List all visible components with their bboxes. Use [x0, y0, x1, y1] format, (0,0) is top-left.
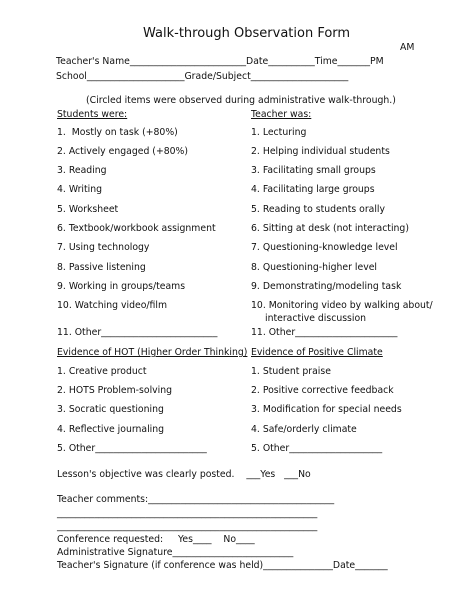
teacher-item: 5. Reading to students orally: [251, 204, 386, 215]
teacher-item: 11. Other______________________: [251, 327, 398, 338]
students-item: 5. Worksheet: [57, 204, 119, 215]
teacher-comments-line: Teacher comments:________________________________________: [57, 494, 335, 505]
form-title: Walk-through Observation Form: [143, 26, 351, 41]
hot-heading: Evidence of HOT (Higher Order Thinking): [57, 347, 248, 358]
hot-item: 2. HOTS Problem-solving: [57, 385, 173, 396]
students-item: 11. Other_________________________: [57, 327, 218, 338]
teacher-item: 6. Sitting at desk (not interacting): [251, 223, 409, 234]
school-grade-subject-line: School_____________________Grade/Subject_____________________: [56, 71, 349, 82]
teacher-item: 8. Questioning-higher level: [251, 262, 378, 273]
students-item: 2. Actively engaged (+80%): [57, 146, 189, 157]
students-item: 9. Working in groups/teams: [57, 281, 186, 292]
comment-blank-line: ________________________________________________________: [57, 521, 318, 532]
teacher-name-date-time-line: Teacher's Name_________________________Date__________Time_______PM: [56, 56, 384, 67]
climate-item: 4. Safe/orderly climate: [251, 424, 357, 435]
am-label: AM: [400, 42, 415, 53]
students-item: 7. Using technology: [57, 242, 150, 253]
teacher-item: 9. Demonstrating/modeling task: [251, 281, 402, 292]
hot-item: 1. Creative product: [57, 366, 147, 377]
comment-blank-line: ________________________________________________________: [57, 508, 318, 519]
climate-item: 2. Positive corrective feedback: [251, 385, 394, 396]
hot-item: 3. Socratic questioning: [57, 404, 164, 415]
teacher-signature-date-line: Teacher's Signature (if conference was held)_______________Date_______: [57, 560, 388, 571]
students-item: 10. Watching video/film: [57, 300, 168, 311]
teacher-item: 3. Facilitating small groups: [251, 165, 376, 176]
students-item: 8. Passive listening: [57, 262, 146, 273]
teacher-item: 10. Monitoring video by walking about/: [251, 300, 433, 311]
teacher-item: 7. Questioning-knowledge level: [251, 242, 398, 253]
climate-item: 3. Modification for special needs: [251, 404, 402, 415]
students-item: 3. Reading: [57, 165, 107, 176]
climate-item: 5. Other____________________: [251, 443, 383, 454]
students-heading: Students were:: [57, 109, 128, 120]
students-item: 4. Writing: [57, 184, 103, 195]
students-item: 6. Textbook/workbook assignment: [57, 223, 216, 234]
teacher-item: 2. Helping individual students: [251, 146, 390, 157]
teacher-item-continuation: interactive discussion: [265, 313, 367, 324]
conference-requested-line: Conference requested: Yes____ No____: [57, 534, 255, 545]
climate-item: 1. Student praise: [251, 366, 331, 377]
objective-posted-line: Lesson's objective was clearly posted. ___Yes ___No: [57, 469, 311, 480]
teacher-item: 4. Facilitating large groups: [251, 184, 375, 195]
administrative-signature-line: Administrative Signature__________________________: [57, 547, 294, 558]
instruction-text: (Circled items were observed during administrative walk-through.): [86, 95, 396, 106]
hot-item: 5. Other________________________: [57, 443, 207, 454]
climate-heading: Evidence of Positive Climate: [251, 347, 383, 358]
teacher-item: 1. Lecturing: [251, 127, 307, 138]
hot-item: 4. Reflective journaling: [57, 424, 165, 435]
students-item: 1. Mostly on task (+80%): [57, 127, 178, 138]
teacher-heading: Teacher was:: [251, 109, 312, 120]
